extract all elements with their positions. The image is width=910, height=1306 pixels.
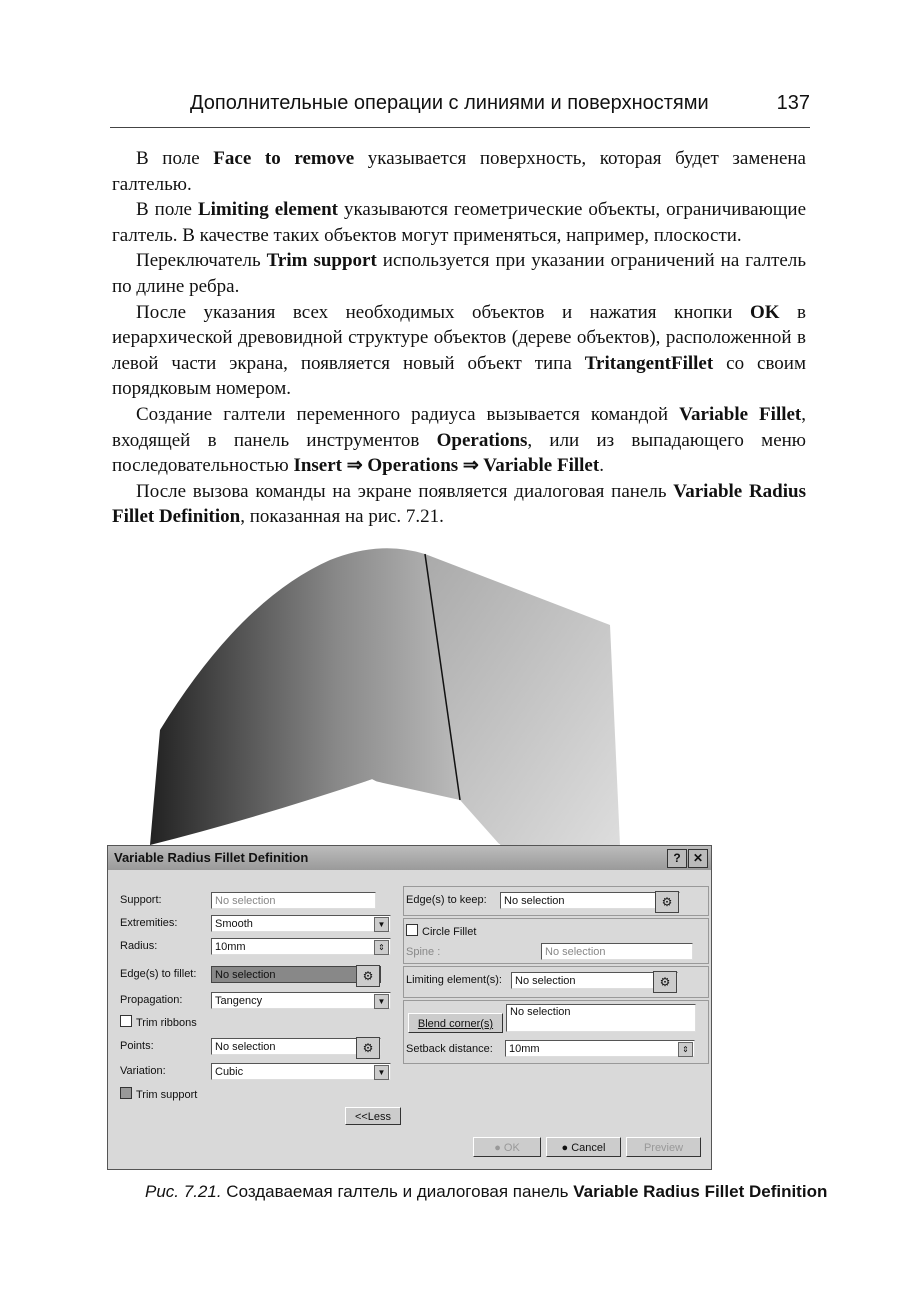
trim-ribbons-label: Trim ribbons (136, 1017, 197, 1029)
edges-to-keep-field[interactable] (500, 892, 680, 909)
paragraph-text: После вызова команды на экране появляется диалоговая панель (136, 480, 674, 502)
propagation-value: Tangency (215, 995, 263, 1007)
bold-term: Variable Fillet (679, 403, 802, 425)
bold-term: Limiting element (197, 199, 338, 221)
edges-to-fillet-value: No selection (215, 969, 276, 981)
points-label: Points: (120, 1040, 154, 1052)
paragraph (112, 402, 806, 479)
dialog-title-bar[interactable] (108, 846, 711, 870)
blend-corners-list[interactable]: No selection (506, 1004, 696, 1032)
close-button[interactable]: ✕ (688, 849, 708, 868)
cancel-icon: ● (561, 1142, 572, 1154)
propagation-label: Propagation: (120, 994, 183, 1006)
edges-to-fillet-label: Edge(s) to fillet: (120, 968, 197, 980)
fillet-surface-render (0, 530, 910, 860)
extremities-label: Extremities: (120, 917, 178, 929)
help-button[interactable]: ? (667, 849, 687, 868)
paragraph-text: указываются геометрические объекты, ограничивающие галтель. В качестве таких объектов могут применяться, например, плоскости. (112, 199, 806, 246)
limiting-elements-value: No selection (515, 975, 576, 987)
checkbox-icon[interactable] (120, 1087, 132, 1099)
bold-term: Trim support (266, 250, 377, 272)
setback-distance-value: 10mm (509, 1043, 540, 1055)
trim-support-label: Trim support (136, 1089, 198, 1101)
edges-to-keep-label: Edge(s) to keep: (406, 894, 487, 906)
bold-term: TritangentFillet (584, 352, 714, 374)
chevron-down-icon[interactable]: ▼ (374, 917, 389, 932)
ok-icon: ● (494, 1142, 504, 1154)
ok-label: OK (503, 1142, 520, 1154)
dialog-title: Variable Radius Fillet Definition (114, 850, 309, 865)
header-rule (110, 127, 810, 128)
variation-select[interactable] (211, 1063, 391, 1080)
trim-support-checkbox[interactable] (120, 1087, 197, 1101)
points-value: No selection (215, 1041, 276, 1053)
paragraph (112, 197, 806, 248)
bold-term: Face to remove (213, 148, 355, 169)
selection-mode-icon[interactable]: ⚙ (655, 891, 679, 913)
trim-ribbons-checkbox[interactable] (120, 1015, 197, 1029)
paragraph (112, 146, 806, 197)
paragraph-text: . (599, 455, 604, 477)
circle-fillet-label: Circle Fillet (422, 926, 477, 938)
paragraph-text: Переключатель (136, 250, 267, 272)
radius-label: Radius: (120, 940, 158, 952)
setback-distance-spinner[interactable] (505, 1040, 695, 1057)
bold-term: Insert ⇒ Operations ⇒ Variable Fillet (293, 455, 600, 477)
limiting-elements-field[interactable] (511, 972, 678, 989)
edges-to-keep-value: No selection (504, 895, 565, 907)
paragraph (112, 300, 806, 402)
spine-label: Spine : (406, 946, 441, 958)
extremities-value: Smooth (215, 918, 253, 930)
paragraph-text: , или из выпадающего меню последовательностью (112, 429, 806, 477)
bold-term: Variable Radius Fillet Definition (112, 480, 806, 528)
spine-field[interactable]: No selection (541, 943, 693, 960)
paragraph-text: , показанная на рис. 7.21. (240, 506, 444, 528)
paragraph (112, 479, 806, 530)
support-field[interactable]: No selection (211, 892, 376, 909)
preview-button[interactable]: Preview (626, 1137, 701, 1157)
less-button[interactable]: <<Less (345, 1107, 401, 1125)
cancel-label: Cancel (571, 1142, 606, 1154)
variation-value: Cubic (215, 1066, 244, 1078)
blend-corners-button[interactable]: Blend corner(s) (408, 1013, 503, 1033)
edges-to-fillet-field[interactable] (211, 966, 381, 983)
checkbox-icon[interactable] (406, 924, 418, 936)
surface-right-face (425, 554, 620, 845)
circle-fillet-checkbox[interactable] (406, 924, 476, 938)
paragraph-text: используется при указании ограничений на галтель по длине ребра. (112, 250, 806, 297)
ok-button[interactable] (473, 1137, 541, 1157)
paragraph-text: После указания всех необходимых объектов и нажатия кнопки (136, 301, 750, 323)
selection-mode-icon[interactable]: ⚙ (653, 971, 677, 993)
paragraph-text: указывается поверхность, которая будет заменена галтелью. (112, 148, 806, 195)
spinner-arrows-icon[interactable]: ⇕ (374, 940, 389, 955)
checkbox-icon[interactable] (120, 1015, 132, 1027)
chevron-down-icon[interactable]: ▼ (374, 994, 389, 1009)
paragraph (112, 248, 806, 299)
running-header (190, 92, 810, 115)
spinner-arrows-icon[interactable]: ⇕ (678, 1042, 693, 1057)
selection-mode-icon[interactable]: ⚙ (356, 1037, 380, 1059)
paragraph-text: , входящей в панель инструментов (112, 403, 807, 451)
caption-bold: Variable Radius Fillet Definition (573, 1182, 828, 1201)
paragraph-text: В поле (136, 199, 198, 221)
radius-spinner[interactable] (211, 938, 391, 955)
figure-caption (145, 1182, 827, 1202)
body-text (112, 146, 806, 530)
setback-distance-label: Setback distance: (406, 1043, 493, 1055)
paragraph-text: со своим порядковым номером. (112, 352, 807, 400)
variable-radius-fillet-dialog (107, 845, 712, 1170)
caption-text: Создаваемая галтель и диалоговая панель (221, 1182, 574, 1201)
cancel-button[interactable] (546, 1137, 621, 1157)
selection-mode-icon[interactable]: ⚙ (356, 965, 380, 987)
caption-number: Рис. 7.21. (145, 1182, 222, 1201)
support-label: Support: (120, 894, 162, 906)
variation-label: Variation: (120, 1065, 166, 1077)
propagation-select[interactable] (211, 992, 391, 1009)
limiting-elements-label: Limiting element(s): (406, 974, 502, 986)
radius-value: 10mm (215, 941, 246, 953)
page-number: 137 (776, 92, 810, 114)
bold-term: Operations (436, 429, 528, 451)
header-title: Дополнительные операции с линиями и поверхностями (190, 92, 709, 114)
chevron-down-icon[interactable]: ▼ (374, 1065, 389, 1080)
extremities-select[interactable] (211, 915, 391, 932)
paragraph-text: Создание галтели переменного радиуса вызывается командой (136, 403, 680, 425)
points-field[interactable] (211, 1038, 381, 1055)
bold-term: OK (749, 301, 780, 323)
paragraph-text: В поле (136, 148, 214, 169)
paragraph-text: в иерархической древовидной структуре объектов (дереве объектов), расположенной в левой части экрана, появляется новый объект типа (112, 301, 806, 374)
